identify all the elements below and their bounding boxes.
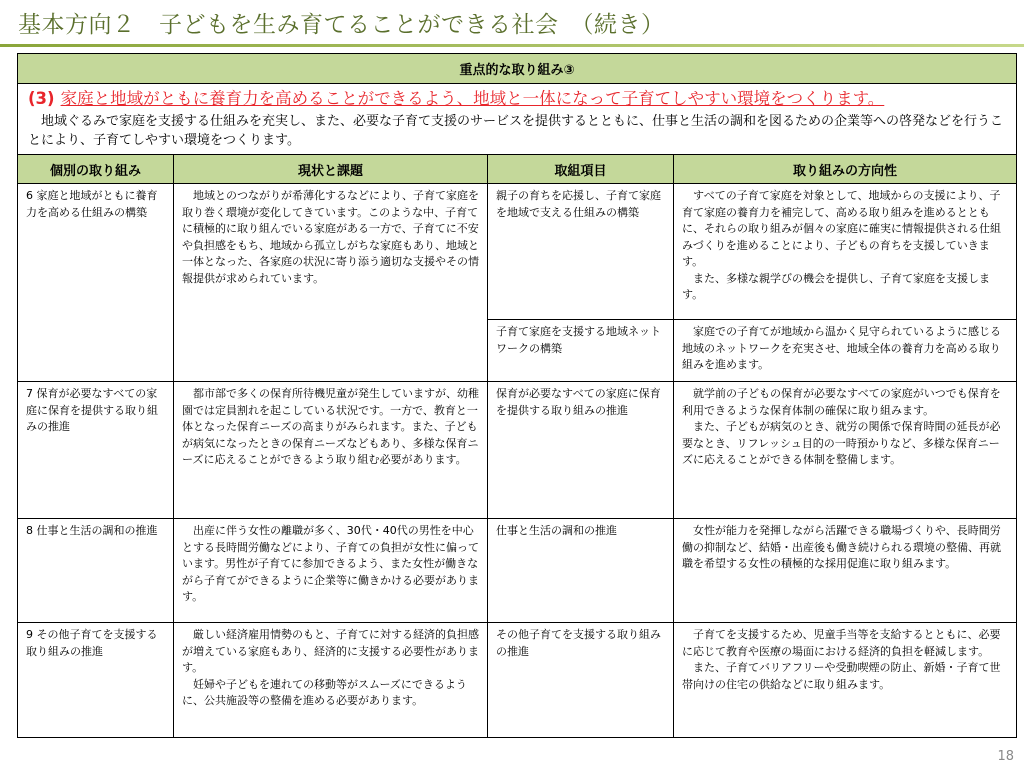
initiatives-table [17,53,1017,738]
focus-block [18,84,1017,155]
column-header-issue: 現状と課題 [174,155,488,184]
focus-headline: 家庭と地域がともに養育力を高めることができるよう、地域と一体になって子育てしやすい環境をつくります。 [60,89,885,108]
column-header-initiative: 個別の取り組み [18,155,174,184]
table-row [18,519,1017,623]
initiative-cell: 7 保育が必要なすべての家庭に保育を提供する取り組みの推進 [18,382,174,519]
issue-cell [174,382,488,519]
issue-text: 都市部で多くの保育所待機児童が発生していますが、幼稚園では定員割れを起こしている状況です。一方で、教育と一体となった保育ニーズの高まりがみられます。また、子どもが病気になったときの保育ニーズなどもあり、多様な保育ニーズに応えることができるよう取り組む必要があります。 [182,387,479,466]
focus-description: 地域ぐるみで家庭を支援する仕組みを充実し、また、必要な子育て支援のサービスを提供するとともに、仕事と生活の調和を図るための企業等への啓発などを行うことにより、子育てしやすい環境をつくります。 [28,114,1004,148]
initiative-cell: 6 家庭と地域がともに養育力を高める仕組みの構築 [18,184,174,382]
direction-text: 就学前の子どもの保育が必要なすべての家庭がいつでも保育を利用できるような保育体制の確保に取り組みます。 [682,387,1001,417]
column-header-item: 取組項目 [488,155,674,184]
focus-headline-line [28,88,1006,110]
direction-text: 子育てを支援するため、児童手当等を支給するとともに、必要に応じて教育や医療の場面における経済的負担を軽減します。 [682,628,1001,658]
direction-text: また、子育てバリアフリーや受動喫煙の防止、新婚・子育て世帯向けの住宅の供給などに取り組みます。 [682,661,1001,691]
item-cell: その他子育てを支援する取り組みの推進 [488,623,674,738]
direction-cell [674,623,1017,738]
table-row [18,184,1017,320]
column-header-direction: 取り組みの方向性 [674,155,1017,184]
item-cell: 保育が必要なすべての家庭に保育を提供する取り組みの推進 [488,382,674,519]
issue-text: 出産に伴う女性の離職が多く、30代・40代の男性を中心とする長時間労働などにより、子育ての負担が女性に偏っています。男性が子育てに参加できるよう、また女性が働きながら子育てができるように企業等に働きかける必要があります。 [182,524,479,603]
item-cell: 子育て家庭を支援する地域ネットワークの構築 [488,320,674,382]
initiative-cell: 8 仕事と生活の調和の推進 [18,519,174,623]
direction-cell [674,382,1017,519]
direction-text: 家庭での子育てが地域から温かく見守られているように感じる地域のネットワークを充実させ、地域全体の養育力を高める取り組みを進めます。 [682,325,1001,371]
direction-text: また、多様な親学びの機会を提供し、子育て家庭を支援します。 [682,271,990,301]
table-row [18,382,1017,519]
issue-text: 厳しい経済雇用情勢のもと、子育てに対する経済的負担感が増えている家庭もあり、経済的に支援する必要性があります。 [182,628,479,674]
item-cell: 親子の育ちを応援し、子育て家庭を地域で支える仕組みの構築 [488,184,674,320]
direction-cell [674,320,1017,382]
table-row [18,623,1017,738]
item-cell: 仕事と生活の調和の推進 [488,519,674,623]
issue-cell [174,519,488,623]
issue-cell [174,623,488,738]
direction-text: また、子どもが病気のとき、就労の関係で保育時間の延長が必要なとき、リフレッシュ目的の一時預かりなど、多様な保育ニーズに応えることができる体制を整備します。 [682,420,1001,466]
direction-cell [674,519,1017,623]
issue-cell [174,184,488,382]
page-number: 18 [997,749,1014,764]
direction-cell [674,184,1017,320]
focus-header: 重点的な取り組み③ [18,54,1017,84]
page-title: 基本方向２ 子どもを生み育てることができる社会 （続き） [18,12,665,38]
title-rule [0,44,1024,47]
direction-text: 女性が能力を発揮しながら活躍できる職場づくりや、長時間労働の抑制など、結婚・出産後も働き続けられる環境の整備、再就職を希望する女性の積極的な採用促進に取り組みます。 [682,524,1001,570]
issue-text: 妊婦や子どもを連れての移動等がスムーズにできるように、公共施設等の整備を進める必要があります。 [182,677,467,707]
focus-number: (3) [28,89,55,108]
direction-text: すべての子育て家庭を対象として、地域からの支援により、子育て家庭の養育力を補完して、高める取り組みを進めるとともに、それらの取り組みが個々の家庭に確実に情報提供される仕組みづくりを進めることにより、子どもの育ちを支援していきます。 [682,189,1001,268]
initiative-cell: 9 その他子育てを支援する取り組みの推進 [18,623,174,738]
issue-text: 地域とのつながりが希薄化するなどにより、子育て家庭を取り巻く環境が変化してきています。このような中、子育てに積極的に取り組んでいる家庭がある一方で、子育てに不安や負担感をもち、地域から孤立しがちな家庭もあり、地域と一体となった、各家庭の状況に寄り添う適切な支援やその情報提供が求められています。 [182,189,479,285]
